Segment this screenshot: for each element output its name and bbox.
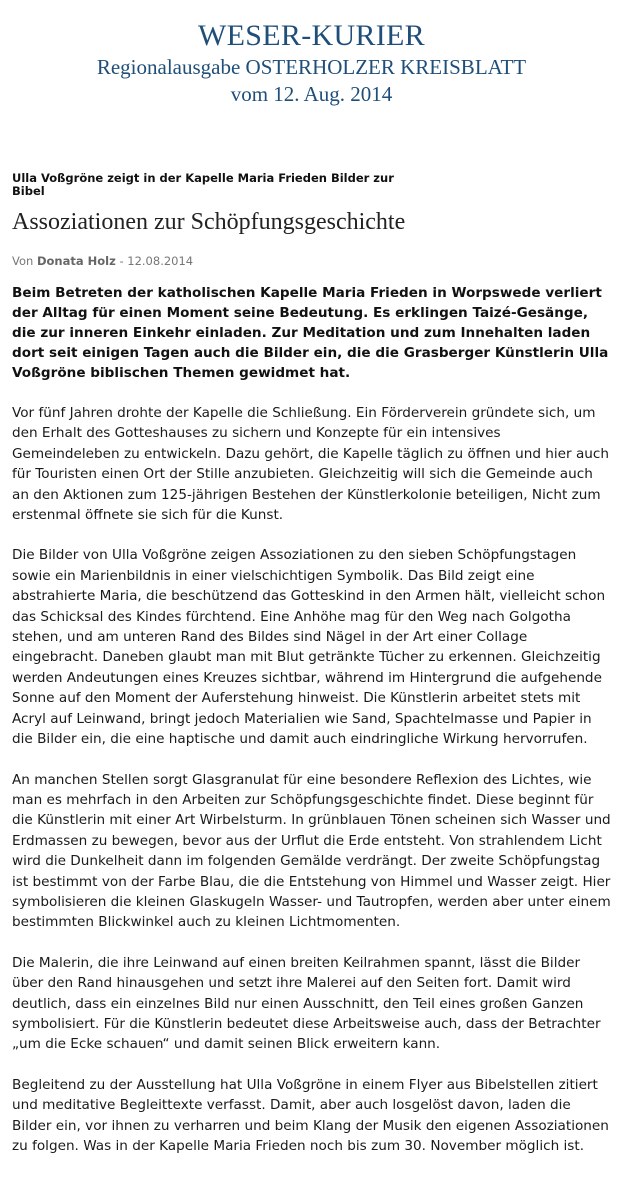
paragraph: Begleitend zu der Ausstellung hat Ulla Voßgröne in einem Flyer aus Bibelstellen zitiert und meditative Begleittexte verfasst. Damit, aber auch losgelöst davon, laden die Bilder ein, vor ihnen zu verharren und beim Klang der Musik den eigenen Assoziationen zu folgen. Was in der Kapelle Maria Frieden noch bis zum 30. November möglich ist. xyxy=(12,1076,609,1154)
author-name: Donata Holz xyxy=(36,254,116,268)
paragraph: Die Malerin, die ihre Leinwand auf einen breiten Keilrahmen spannt, lässt die Bilder über den Rand hinausgehen und setzt ihre Malerei auf den Seiten fort. Damit wird deutlich, dass ein einzelnes Bild nur einen Ausschnitt, den Teil eines großen Ganzen symbolisiert. Für die Künstlerin bedeutet diese Arbeitsweise auch, dass der Betrachter „um die Ecke schauen“ und damit seinen Blick erweitern kann. xyxy=(12,954,601,1053)
paragraph: Vor fünf Jahren drohte der Kapelle die Schließung. Ein Förderverein gründete sich, um den Erhalt des Gotteshauses zu sichern und Konzepte für ein intensives Gemeindeleben zu entwickeln. Dazu gehört, die Kapelle täglich zu öffnen und hier auch für Touristen einen Ort der Stille anzubieten. Gleichzeitig will sich die Gemeinde auch an den Aktionen zum 125-jährigen Bestehen der Künstlerkolonie beteiligen, Nicht zum erstenmal öffnete sie sich für die Kunst. xyxy=(12,405,609,524)
publish-date: 12.08.2014 xyxy=(127,254,194,268)
paragraph: An manchen Stellen sorgt Glasgranulat für eine besondere Reflexion des Lichtes, wie man es mehrfach in den Arbeiten zur Schöpfungsgeschichte findet. Diese beginnt für die Künstlerin mit einer Art Wirbelsturm. In grünblauen Tönen scheinen sich Wasser und Erdmassen zu bewegen, bevor aus der Urflut die Erde entsteht. Von strahlendem Licht wird die Dunkelheit dann im folgenden Gemälde verdrängt. Der zweite Schöpfungstag ist bestimmt von der Farbe Blau, die die Entstehung von Himmel und Wasser zeigt. Hier symbolisieren die kleinen Glaskugeln Wasser- und Tautropfen, werden aber unter einem bestimmten Blickwinkel auch zu kleinen Lichtmomenten. xyxy=(12,771,611,931)
masthead xyxy=(0,0,623,108)
paragraph: Die Bilder von Ulla Voßgröne zeigen Assoziationen zu den sieben Schöpfungstagen sowie ein Marienbildnis in einer vielschichtigen Symbolik. Das Bild zeigt eine abstrahierte Maria, die beschützend das Gotteskind in den Armen hält, vielleicht schon das Schicksal des Kindes fürchtend. Eine Anhöhe mag für den Weg nach Golgotha stehen, und am unteren Rand des Bildes sind Nägel in der Art einer Collage eingebracht. Daneben glaubt man mit Blut getränkte Tücher zu erkennen. Gleichzeitig werden Andeutungen eines Kreuzes sichtbar, während im Hintergrund die aufgehende Sonne auf den Moment der Auferstehung hinweist. Die Künstlerin arbeitet stets mit Acryl auf Leinwand, bringt jedoch Materialien wie Sand, Spachtelmasse und Papier in die Bilder ein, die eine haptische und damit auch eindringliche Wirkung hervorrufen. xyxy=(12,547,606,748)
issue-date: vom 12. Aug. 2014 xyxy=(230,82,393,106)
regional-edition: Regionalausgabe OSTERHOLZER KREISBLATT xyxy=(96,55,527,79)
newspaper-name: WESER-KURIER xyxy=(198,19,425,52)
byline xyxy=(12,254,612,268)
article-lead: Beim Betreten der katholischen Kapelle Maria Frieden in Worpswede verliert der Alltag für einen Moment seine Bedeutung. Es erklingen Taizé-Gesänge, die zur inneren Einkehr einladen. Zur Meditation und zum Innehalten laden dort seit einigen Tagen auch die Bilder ein, die die Grasberger Künstlerin Ulla Voßgröne biblischen Themen gewidmet hat. xyxy=(12,285,609,381)
byline-prefix: Von xyxy=(12,254,34,268)
article-headline: Assoziationen zur Schöpfungsgeschichte xyxy=(12,209,406,235)
article-kicker: Ulla Voßgröne zeigt in der Kapelle Maria Frieden Bilder zur Bibel xyxy=(12,171,394,198)
article xyxy=(12,172,612,1156)
byline-separator: - xyxy=(119,254,124,268)
